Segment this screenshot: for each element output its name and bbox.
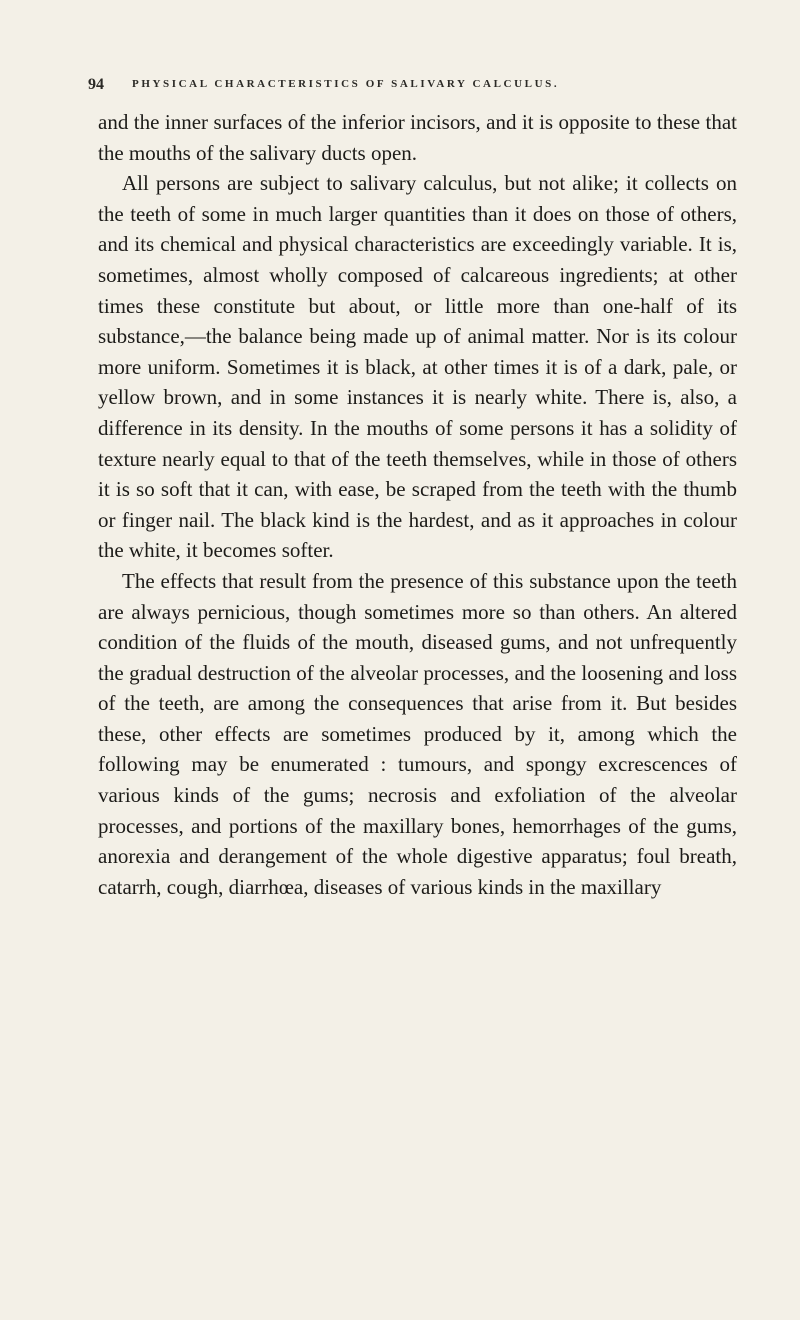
paragraph-continuation: and the inner surfaces of the inferior incisors, and it is opposite to these that the mouths of the salivary ducts open. bbox=[98, 110, 737, 165]
body-text bbox=[98, 107, 737, 902]
page-number: 94 bbox=[88, 76, 104, 93]
paragraph-salivary-calculus-variability: All persons are subject to salivary calculus, but not alike; it collects on the teeth of some in much larger quantities than it does on those of others, and its chemical and physical characteristics are exceedingly variable. It is, sometimes, almost wholly composed of calcareous ingredients; at other times these constitute but about, or little more than one-half of its substance,—the balance being made up of animal matter. Nor is its colour more uniform. Sometimes it is black, at other times it is of a dark, pale, or yellow brown, and in some instances it is nearly white. There is, also, a difference in its density. In the mouths of some persons it has a solidity of texture nearly equal to that of the teeth themselves, while in those of others it is so soft that it can, with ease, be scraped from the teeth with the thumb or finger nail. The black kind is the hardest, and as it approaches in colour the white, it becomes softer. bbox=[98, 171, 737, 563]
running-header-title: PHYSICAL CHARACTERISTICS OF SALIVARY CALCULUS. bbox=[132, 78, 560, 90]
paragraph-effects-on-teeth: The effects that result from the presence of this substance upon the teeth are always pernicious, though sometimes more so than others. An altered condition of the fluids of the mouth, diseased gums, and not unfrequently the gradual destruction of the alveolar processes, and the loosening and loss of the teeth, are among the consequences that arise from it. But besides these, other effects are sometimes produced by it, among which the following may be enumerated : tumours, and spongy excrescences of various kinds of the gums; necrosis and exfoliation of the alveolar processes, and portions of the maxillary bones, hemorrhages of the gums, anorexia and derangement of the whole digestive apparatus; foul breath, catarrh, cough, diarrhœa, diseases of various kinds in the maxillary bbox=[98, 568, 737, 899]
running-head bbox=[88, 76, 748, 96]
